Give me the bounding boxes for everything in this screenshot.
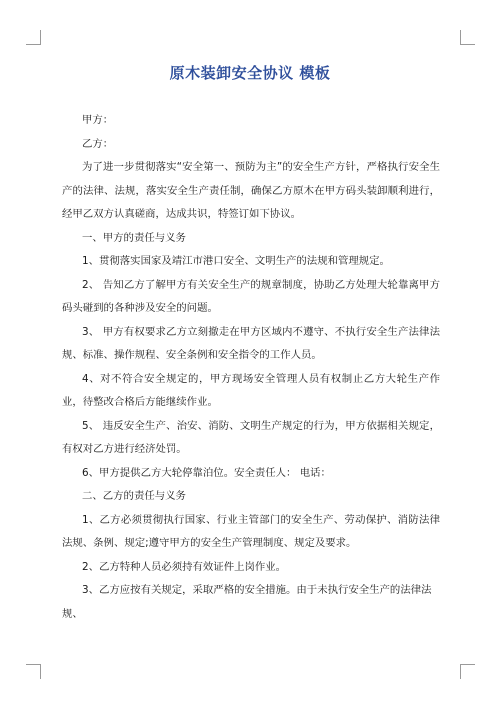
party-b-item-3: 3、乙方应按有关规定，采取严格的安全措施。由于未执行安全生产的法律法规、 [62,584,432,620]
party-a-item-2: 2、 告知乙方了解甲方有关安全生产的规章制度，协助乙方处理大轮靠离甲方码头碰到的各种涉及安全的问题。 [62,278,440,314]
party-b-line: 乙方： [82,137,114,150]
crop-mark-top-right [460,30,475,45]
party-b-item-2: 2、乙方特种人员必须持有效证件上岗作业。 [82,560,287,573]
document-title: 原木装卸安全协议 模板 [169,64,331,82]
party-a-item-6: 6、甲方提供乙方大轮停靠泊位。安全责任人： 电话： [82,466,331,479]
crop-mark-top-left [26,30,41,45]
intro-paragraph: 为了进一步贯彻落实“安全第一、预防为主”的安全生产方针，严格执行安全生产的法律、法规，落实安全生产责任制，确保乙方原木在甲方码头装卸顺利进行，经甲乙双方认真磋商，达成共识，特签订如下协议。 [62,161,440,220]
party-a-item-3: 3、 甲方有权要求乙方立刻撤走在甲方区域内不遵守、不执行安全生产法律法规、标准、操作规程、安全条例和安全指令的工作人员。 [62,325,440,361]
party-a-item-4: 4、对不符合安全规定的，甲方现场安全管理人员有权制止乙方大轮生产作业，待整改合格后方能继续作业。 [62,372,440,408]
section-heading-party-b: 二、乙方的责任与义务 [82,490,186,502]
crop-mark-bottom-left [26,664,41,679]
party-a-item-5: 5、 违反安全生产、治安、消防、文明生产规定的行为，甲方依据相关规定，有权对乙方进行经济处罚。 [62,419,440,455]
party-b-item-1: 1、乙方必须贯彻执行国家、行业主管部门的安全生产、劳动保护、消防法律法规、条例、规定;遵守甲方的安全生产管理制度、规定及要求。 [62,513,440,549]
section-heading-party-a: 一、甲方的责任与义务 [82,231,186,244]
party-a-item-1: 1、贯彻落实国家及靖江市港口安全、文明生产的法规和管理规定。 [82,255,390,267]
party-a-line: 甲方： [82,114,114,126]
document-body [62,109,440,626]
crop-mark-bottom-right [460,664,475,679]
